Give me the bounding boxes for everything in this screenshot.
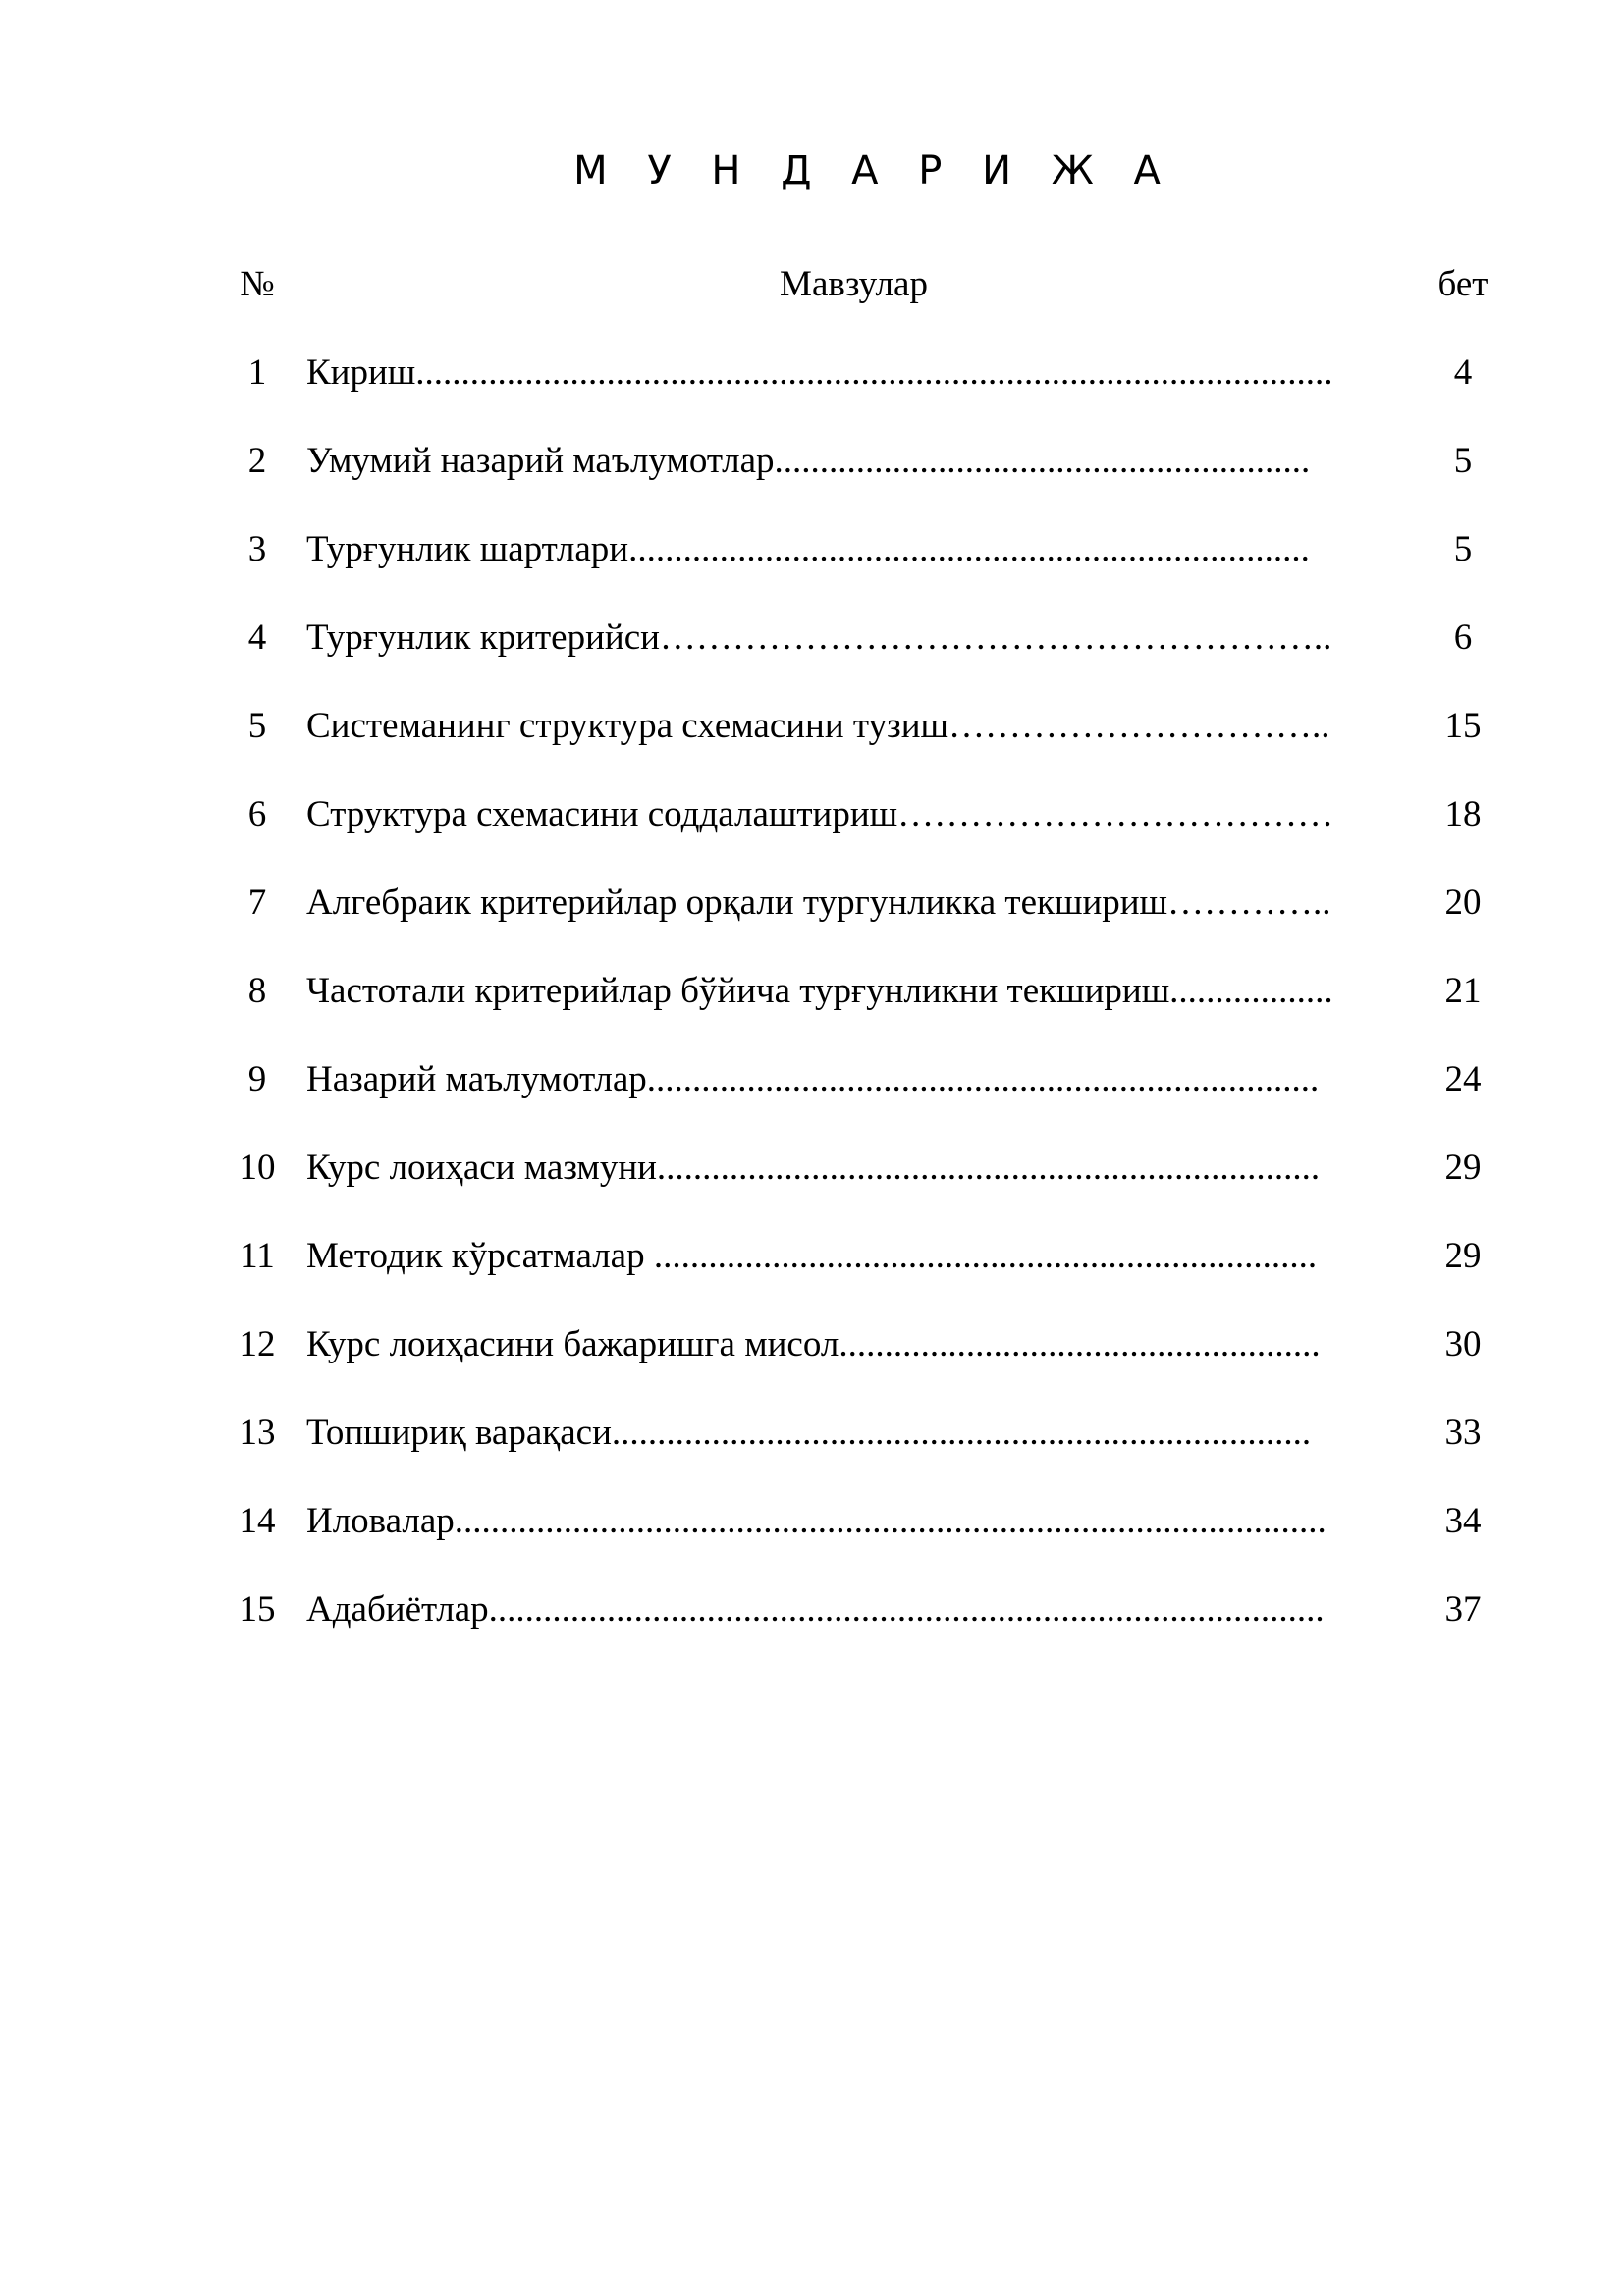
toc-entry-page: 5 [1453,441,1473,481]
toc-entry-number: 1 [247,352,267,393]
toc-entry-title[interactable]: Турғунлик шартлари........................................................................... [306,529,1310,569]
toc-entry[interactable] [0,1317,1624,1372]
toc-entry-title[interactable]: Турғунлик критерийси……………………………………………….. [306,617,1332,658]
toc-entry-number: 7 [247,882,267,923]
toc-entry-number: 12 [239,1324,276,1364]
page-column-header: бет [1437,264,1489,304]
toc-entry-title[interactable]: Структура схемасини соддалаштириш……………………………… [306,794,1334,834]
toc-entry[interactable] [0,1582,1624,1637]
toc-entry[interactable] [0,434,1624,489]
toc-entry[interactable] [0,787,1624,842]
toc-entry[interactable] [0,699,1624,754]
toc-entry-title[interactable]: Назарий маълумотлар.......................................................................... [306,1059,1320,1099]
number-column-header: № [240,264,275,304]
toc-entry-number: 3 [247,529,267,569]
toc-entry-number: 5 [247,706,267,746]
toc-entry-title[interactable]: Системанинг структура схемасини тузиш………………………….. [306,706,1330,746]
toc-entry-number: 14 [239,1501,276,1541]
toc-entry-page: 29 [1444,1148,1482,1188]
page-title: М У Н Д А Р И Ж А [573,148,1174,193]
toc-entry-title[interactable]: Иловалар................................................................................................ [306,1501,1326,1541]
toc-entry-page: 4 [1453,352,1473,393]
toc-entry-number: 13 [239,1413,276,1453]
toc-entry[interactable] [0,964,1624,1019]
toc-entry-number: 2 [247,441,267,481]
toc-entry-title[interactable]: Топшириқ варақаси............................................................................. [306,1413,1312,1453]
toc-entry-number: 6 [247,794,267,834]
toc-entry-page: 24 [1444,1059,1482,1099]
toc-entry-page: 33 [1444,1413,1482,1453]
toc-entry-page: 20 [1444,882,1482,923]
toc-entry-title[interactable]: Адабиётлар............................................................................................ [306,1589,1325,1629]
toc-entry-page: 34 [1444,1501,1482,1541]
toc-entry-title[interactable]: Методик кўрсатмалар ......................................................................... [306,1236,1318,1276]
toc-entry-page: 37 [1444,1589,1482,1629]
toc-entry-number: 9 [247,1059,267,1099]
toc-entry-title[interactable]: Кириш..................................................................................................... [306,352,1333,393]
toc-entry[interactable] [0,1494,1624,1549]
toc-entry[interactable] [0,876,1624,931]
toc-entry-number: 11 [240,1236,275,1276]
toc-entry[interactable] [0,1229,1624,1284]
toc-entry-number: 4 [247,617,267,658]
toc-entry[interactable] [0,346,1624,400]
toc-entry[interactable] [0,1406,1624,1461]
toc-entry-page: 5 [1453,529,1473,569]
toc-entry-title[interactable]: Умумий назарий маълумотлар........................................................... [306,441,1311,481]
toc-header-row [0,257,1624,312]
toc-entry-page: 6 [1453,617,1473,658]
toc-entry-page: 18 [1444,794,1482,834]
toc-entry-page: 29 [1444,1236,1482,1276]
toc-entry-title[interactable]: Частотали критерийлар бўйича турғунликни текшириш.................. [306,971,1333,1011]
toc-entry[interactable] [0,1052,1624,1107]
toc-entry-title[interactable]: Курс лоиҳаси мазмуни......................................................................... [306,1148,1321,1188]
toc-entry-page: 15 [1444,706,1482,746]
toc-entry-page: 21 [1444,971,1482,1011]
toc-entry[interactable] [0,611,1624,666]
toc-entry[interactable] [0,1141,1624,1196]
toc-entry-number: 15 [239,1589,276,1629]
toc-entry-number: 8 [247,971,267,1011]
toc-entry-title[interactable]: Алгебраик критерийлар орқали тургунликка текшириш………….. [306,882,1331,923]
topics-column-header: Мавзулар [780,264,928,304]
toc-entry-number: 10 [239,1148,276,1188]
toc-entry-title[interactable]: Курс лоиҳасини бажаришга мисол..................................................... [306,1324,1321,1364]
toc-entry[interactable] [0,522,1624,577]
toc-entry-page: 30 [1444,1324,1482,1364]
